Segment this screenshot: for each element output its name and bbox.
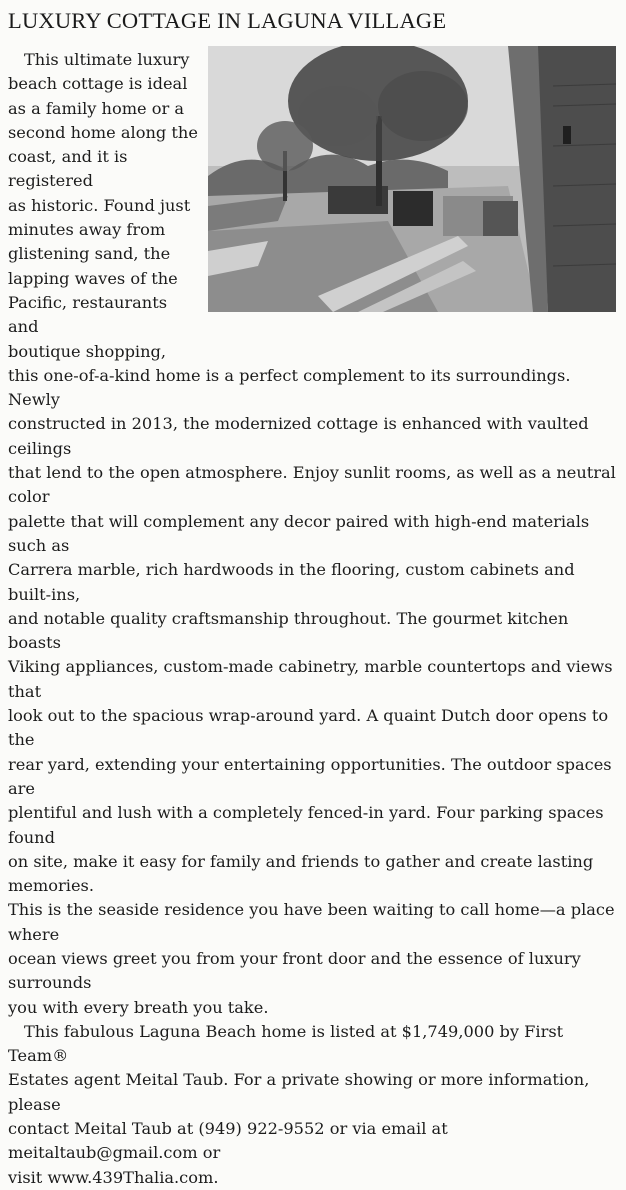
text-line: ocean views greet you from your front door and the essence of luxury surrounds xyxy=(8,948,581,993)
text-line: rear yard, extending your entertaining opportunities. The outdoor spaces are xyxy=(8,754,612,798)
text-line: plentiful and lush with a completely fenced-in yard. Four parking spaces found xyxy=(8,803,604,847)
text-line: you with every breath you take. xyxy=(8,997,269,1017)
text-line: constructed in 2013, the modernized cottage is enhanced with vaulted ceilings xyxy=(8,414,589,458)
text-line: Estates agent Meital Taub. For a private showing or more information, please xyxy=(8,1070,590,1114)
article xyxy=(8,6,618,1187)
text-line: that lend to the open atmosphere. Enjoy sunlit rooms, as well as a neutral color xyxy=(8,463,616,507)
text-line: this one-of-a-kind home is a perfect complement to its surroundings. Newly xyxy=(8,365,571,410)
text-line: This fabulous Laguna Beach home is listed at $1,749,000 by First Team® xyxy=(8,1021,564,1066)
text-line: and notable quality craftsmanship throughout. The gourmet kitchen boasts xyxy=(8,608,569,653)
text-line: as a family home or a xyxy=(8,98,185,118)
text-line: Carrera marble, rich hardwoods in the flooring, custom cabinets and built-ins, xyxy=(8,560,575,604)
article-body xyxy=(8,48,620,1190)
text-line: boutique shopping, xyxy=(8,341,167,361)
text-line: glistening sand, the xyxy=(8,244,171,264)
text-line: Viking appliances, custom-made cabinetry, marble countertops and views that xyxy=(8,657,613,701)
text-line: This is the seaside residence you have been waiting to call home—a place where xyxy=(8,900,615,944)
text-line: This ultimate luxury xyxy=(24,50,190,69)
text-line: visit www.439Thalia.com. xyxy=(8,1167,219,1187)
paragraph-2 xyxy=(8,1020,620,1190)
paragraph-1-full xyxy=(8,364,620,1020)
text-line: as historic. Found just xyxy=(8,195,191,215)
text-line: look out to the spacious wrap-around yard. A quaint Dutch door opens to the xyxy=(8,706,609,750)
article-headline: LUXURY COTTAGE IN LAGUNA VILLAGE xyxy=(8,8,447,33)
text-line: on site, make it easy for family and friends to gather and create lasting memories. xyxy=(8,851,594,896)
text-line: beach cottage is ideal xyxy=(8,74,188,94)
text-line: Pacific, restaurants and xyxy=(8,292,168,337)
text-line: minutes away from xyxy=(8,220,166,240)
text-line: palette that will complement any decor paired with high-end materials such as xyxy=(8,511,590,555)
paragraph-1-wrapped xyxy=(8,48,198,364)
text-line: coast, and it is registered xyxy=(8,147,128,191)
text-line: lapping waves of the xyxy=(8,268,178,288)
text-line: contact Meital Taub at (949) 922-9552 or via email at meitaltaub@gmail.com or xyxy=(8,1119,448,1163)
text-line: second home along the xyxy=(8,122,198,142)
